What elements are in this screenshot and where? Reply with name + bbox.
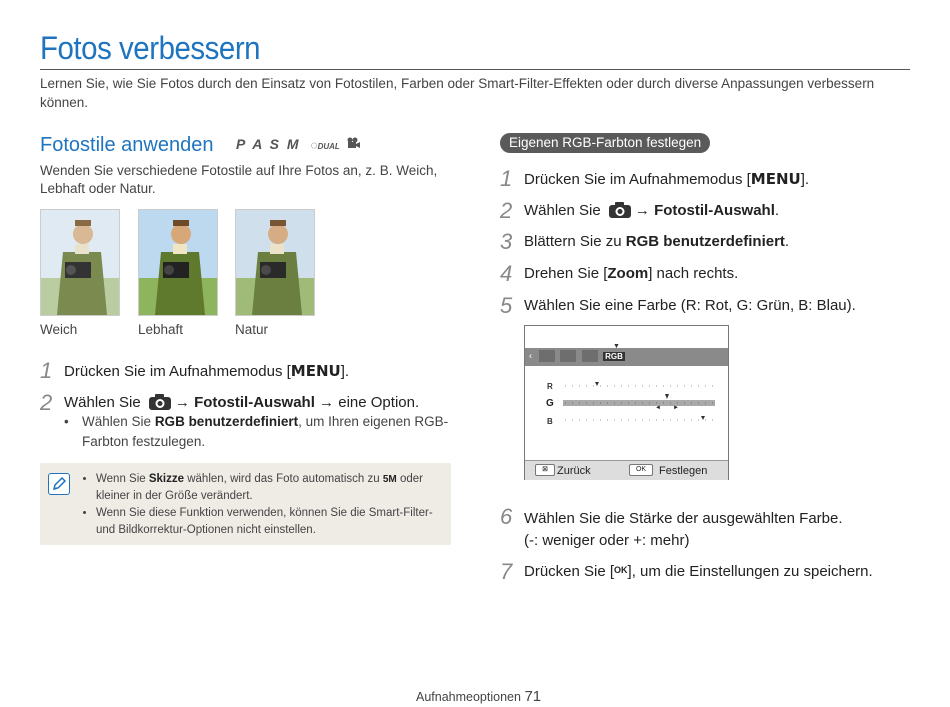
step-number: 5	[500, 293, 513, 318]
page-footer	[416, 688, 541, 705]
step-number: 4	[500, 261, 513, 286]
step-text: Drücken Sie [	[524, 563, 615, 580]
photo-weich	[40, 209, 120, 316]
dual-mode-icon: ◌DUAL	[310, 138, 340, 152]
note-pencil-icon	[48, 473, 70, 495]
dual-label: DUAL	[317, 142, 340, 151]
step-number: 6	[500, 504, 513, 529]
step-text: Wählen Sie	[524, 202, 601, 219]
camera-icon	[149, 394, 171, 414]
set-label: Festlegen	[659, 465, 708, 477]
step-text: Wählen Sie	[64, 394, 141, 411]
step-text: (-: weniger oder +: mehr)	[524, 532, 690, 549]
title-rule	[40, 69, 910, 70]
svg-text:◄: ◄	[655, 405, 661, 411]
step-text: Drücken Sie im Aufnahmemodus [	[64, 363, 291, 380]
menu-key: MENU	[290, 362, 341, 380]
photo-natur	[235, 209, 315, 316]
left-arrow-icon: ‹	[529, 350, 532, 361]
step-number: 3	[500, 229, 513, 254]
step-text: ].	[340, 363, 350, 380]
note-bold: Skizze	[148, 473, 185, 485]
right-step-7	[524, 563, 873, 580]
left-step-2	[64, 394, 419, 414]
subsection-pill: Eigenen RGB-Farbton festlegen	[500, 133, 710, 153]
step-bold: Zoom	[607, 265, 649, 282]
sub-text: , um Ihren eigenen RGB-Farbton festzulegen.	[82, 414, 449, 449]
step-number: 1	[40, 358, 53, 383]
mode-icons	[236, 136, 360, 152]
back-label: Zurück	[557, 465, 591, 477]
arrow-icon: →	[634, 202, 655, 219]
svg-text:►: ►	[673, 405, 679, 411]
right-step-1	[524, 170, 809, 188]
step-text: .	[774, 202, 780, 219]
step-text: ] nach rechts.	[648, 265, 739, 282]
step-text: .	[784, 233, 790, 250]
step-text: Drehen Sie [	[524, 265, 608, 282]
menu-key: MENU	[750, 170, 801, 188]
step-number: 2	[40, 390, 53, 415]
footer-section: Aufnahmeoptionen	[416, 690, 521, 704]
left-step-1	[64, 362, 349, 380]
right-step-5: Wählen Sie eine Farbe (R: Rot, G: Grün, B: Blau).	[524, 297, 856, 314]
photo-lebhaft	[138, 209, 218, 316]
step-number: 2	[500, 198, 513, 223]
size-5m-icon: 5M	[382, 474, 397, 485]
screen-tab-marker: ▼	[613, 343, 620, 350]
label-r: R	[547, 382, 553, 391]
arrow-icon: →	[314, 394, 339, 411]
note-item-1	[96, 471, 444, 505]
step-text: eine Option.	[338, 394, 420, 411]
arrow-icon: →	[174, 394, 195, 411]
intro-text: Lernen Sie, wie Sie Fotos durch den Einsatz von Fotostilen, Farben oder Smart-Filter-Effekten oder durch diverse Anpassungen verbessern können.	[40, 76, 875, 110]
step-text: Wählen Sie die Stärke der ausgewählten Farbe.	[524, 510, 843, 527]
sub-text: Wählen Sie	[82, 414, 152, 429]
note-item-2: • Wenn Sie diese Funktion verwenden, können Sie die Smart-Filter- und Bildkorrektur-Optionen nicht einstellen.	[96, 505, 444, 539]
right-step-3	[524, 233, 789, 250]
ok-key-icon: OK	[629, 464, 653, 476]
style-tab-icon	[560, 350, 576, 362]
step-text: ].	[800, 171, 810, 188]
style-tab-icon	[539, 350, 555, 362]
camera-icon	[609, 202, 631, 222]
movie-icon	[346, 136, 360, 152]
step-text: Blättern Sie zu	[524, 233, 622, 250]
section-description: Wenden Sie verschiedene Fotostile auf Ihre Fotos an, z. B. Weich, Lebhaft oder Natur.	[40, 163, 438, 196]
page-title: Fotos verbessern	[40, 30, 261, 66]
note-text	[82, 471, 444, 539]
screen-bottom-bar	[525, 460, 728, 480]
screen-tabs	[529, 350, 625, 362]
section-heading: Fotostile anwenden	[40, 134, 214, 156]
right-step-4	[524, 265, 738, 282]
right-step-2	[524, 202, 779, 222]
mode-letters: P A S M	[236, 136, 301, 152]
sub-bold: RGB benutzerdefiniert	[154, 414, 299, 429]
caption-natur: Natur	[235, 322, 269, 337]
rgb-tab: RGB	[605, 351, 623, 361]
back-key-icon: ⊠	[535, 464, 555, 476]
step-bold: Fotostil-Auswahl	[194, 394, 315, 411]
page-number: 71	[524, 688, 542, 705]
label-g: G	[546, 398, 554, 409]
camera-screen	[524, 325, 729, 480]
ok-button-icon: OK	[614, 565, 628, 575]
step-bold: Fotostil-Auswahl	[654, 202, 775, 219]
right-step-6	[524, 508, 843, 552]
rgb-sliders	[563, 378, 718, 428]
step-number: 7	[500, 559, 513, 584]
bullet: •	[64, 414, 69, 429]
caption-weich: Weich	[40, 322, 78, 337]
note-text-part: wählen, wird das Foto automatisch zu	[187, 473, 380, 485]
note-text-part: Wenn Sie	[96, 473, 146, 485]
caption-lebhaft: Lebhaft	[138, 322, 184, 337]
step-number: 1	[500, 166, 513, 191]
left-step-2-sub	[64, 412, 454, 452]
label-b: B	[547, 417, 553, 426]
step-bold: RGB benutzerdefiniert	[625, 233, 785, 250]
step-text: Drücken Sie im Aufnahmemodus [	[524, 171, 751, 188]
note-text-part: oder kleiner in der Größe verändert.	[96, 473, 423, 502]
style-tab-icon	[582, 350, 598, 362]
step-text: ], um die Einstellungen zu speichern.	[627, 563, 873, 580]
